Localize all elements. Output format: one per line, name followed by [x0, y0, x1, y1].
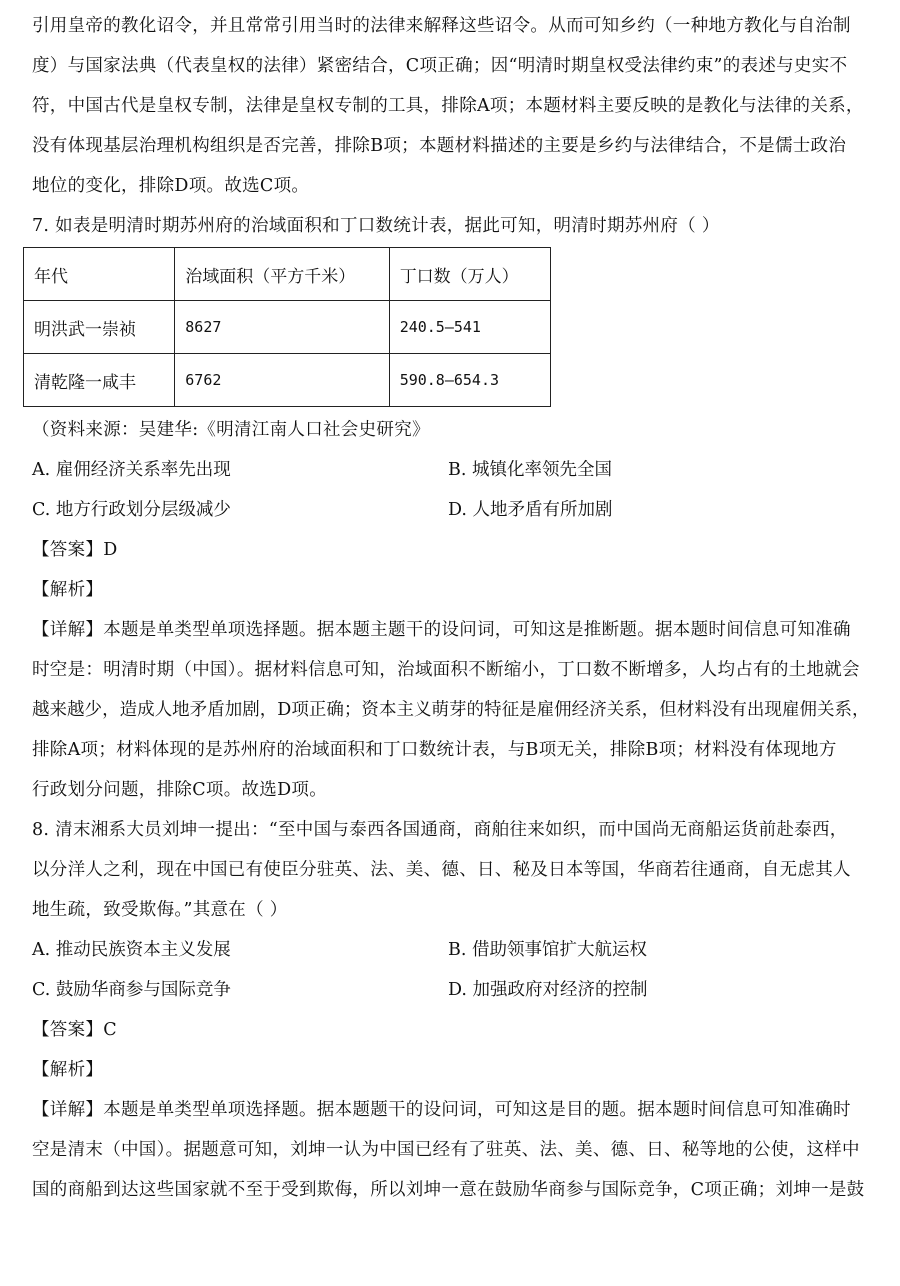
table-header-row [24, 248, 551, 301]
q8-option-c: C. 鼓励华商参与国际竞争 [32, 980, 231, 1000]
table-cell: 明洪武一崇祯 [24, 301, 175, 354]
intro-line: 度）与国家法典（代表皇权的法律）紧密结合，C项正确；因“明清时期皇权受法律约束”的表述与史实不 [32, 56, 848, 76]
table-row [24, 354, 551, 407]
q8-detail-line: 空是清末（中国）。据题意可知，刘坤一认为中国已经有了驻英、法、美、德、日、秘等地的公使，这样中 [32, 1140, 860, 1160]
table-cell: 590.8—654.3 [389, 354, 550, 407]
q7-data-table [23, 247, 551, 407]
q8-option-a: A. 推动民族资本主义发展 [32, 940, 231, 960]
table-cell: 240.5—541 [389, 301, 550, 354]
q7-option-b: B. 城镇化率领先全国 [448, 460, 612, 480]
q8-answer: 【答案】C [32, 1020, 117, 1040]
table-header-cell: 年代 [24, 248, 175, 301]
table-cell: 清乾隆一咸丰 [24, 354, 175, 407]
q7-detail-line: 排除A项；材料体现的是苏州府的治域面积和丁口数统计表，与B项无关，排除B项；材料没有体现地方 [32, 740, 837, 760]
intro-line: 引用皇帝的教化诏令，并且常常引用当时的法律来解释这些诏令。从而可知乡约（一种地方教化与自治制 [32, 16, 851, 36]
q7-answer: 【答案】D [32, 540, 118, 560]
table-row [24, 301, 551, 354]
q8-analysis-label: 【解析】 [32, 1060, 104, 1080]
q7-detail-line: 时空是：明清时期（中国）。据材料信息可知，治域面积不断缩小，丁口数不断增多，人均占有的土地就会 [32, 660, 860, 680]
q8-detail-line: 【详解】本题是单类型单项选择题。据本题题干的设问词，可知这是目的题。据本题时间信息可知准确时 [32, 1100, 851, 1120]
table-header-cell: 治域面积（平方千米） [175, 248, 389, 301]
intro-line: 地位的变化，排除D项。故选C项。 [32, 176, 310, 196]
intro-line: 符，中国古代是皇权专制，法律是皇权专制的工具，排除A项；本题材料主要反映的是教化与法律的关系， [32, 96, 864, 116]
q7-option-c: C. 地方行政划分层级减少 [32, 500, 231, 520]
q7-detail-line: 行政划分问题，排除C项。故选D项。 [32, 780, 328, 800]
q8-stem-line: 地生疏，致受欺侮。”其意在（ ） [32, 900, 288, 920]
q7-detail-line: 【详解】本题是单类型单项选择题。据本题主题干的设问词，可知这是推断题。据本题时间信息可知准确 [32, 620, 851, 640]
q8-option-b: B. 借助领事馆扩大航运权 [448, 940, 647, 960]
q8-stem-line: 8. 清末湘系大员刘坤一提出：“至中国与泰西各国通商，商舶往来如织，而中国尚无商船运货前赴泰西， [32, 820, 848, 840]
q7-option-d: D. 人地矛盾有所加剧 [448, 500, 613, 520]
intro-line: 没有体现基层治理机构组织是否完善，排除B项；本题材料描述的主要是乡约与法律结合，不是儒士政治 [32, 136, 847, 156]
q7-detail-line: 越来越少，造成人地矛盾加剧，D项正确；资本主义萌芽的特征是雇佣经济关系，但材料没有出现雇佣关系， [32, 700, 870, 720]
q7-analysis-label: 【解析】 [32, 580, 104, 600]
q8-stem-line: 以分洋人之利，现在中国已有使臣分驻英、法、美、德、日、秘及日本等国，华商若往通商，自无虑其人 [32, 860, 851, 880]
q7-source: （资料来源：吴建华:《明清江南人口社会史研究》 [32, 420, 430, 440]
q8-option-d: D. 加强政府对经济的控制 [448, 980, 648, 1000]
q7-option-a: A. 雇佣经济关系率先出现 [32, 460, 231, 480]
q7-stem: 7. 如表是明清时期苏州府的治域面积和丁口数统计表，据此可知，明清时期苏州府（ ） [32, 216, 720, 236]
table-header-cell: 丁口数（万人） [389, 248, 550, 301]
q8-detail-line: 国的商船到达这些国家就不至于受到欺侮，所以刘坤一意在鼓励华商参与国际竞争，C项正确；刘坤一是鼓 [32, 1180, 865, 1200]
table-cell: 8627 [175, 301, 389, 354]
table-cell: 6762 [175, 354, 389, 407]
